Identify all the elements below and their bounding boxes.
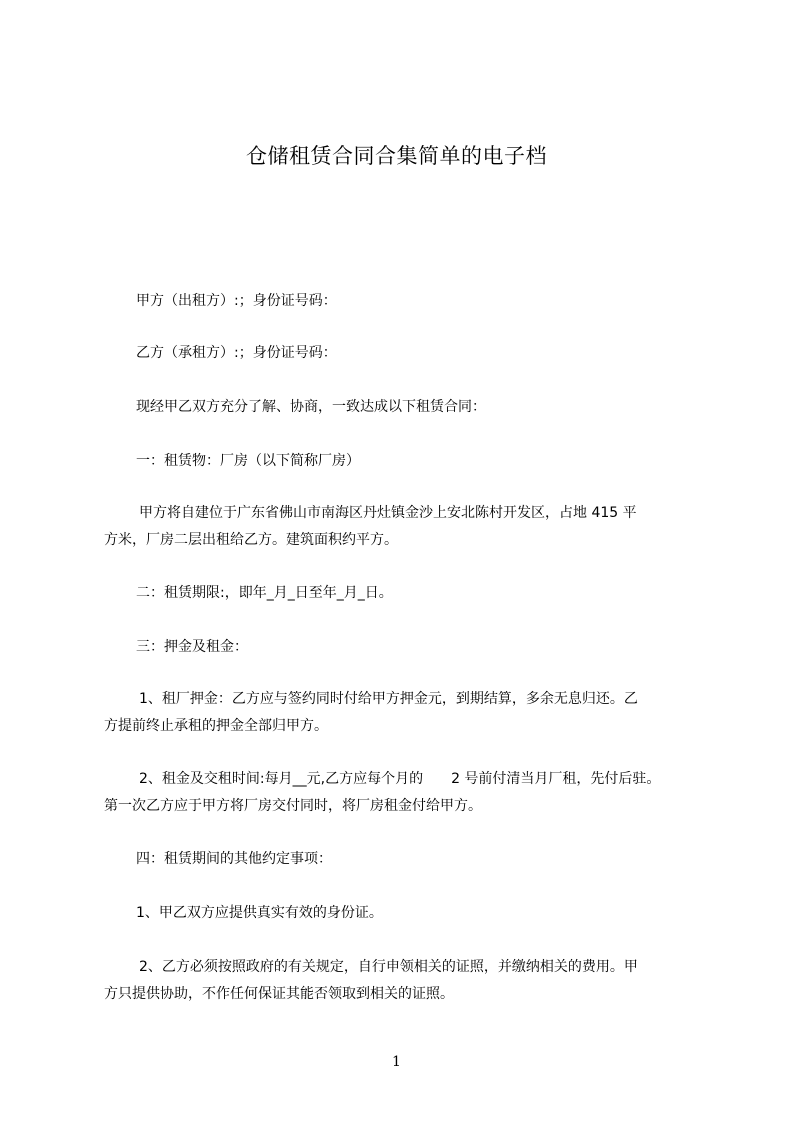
- paragraph-line: 方只提供协助，不作任何保证其能否领取到相关的证照。: [104, 986, 454, 1002]
- paragraph-line: 2、乙方必须按照政府的有关规定，自行申领相关的证照，并缴纳相关的费用。甲: [139, 959, 638, 975]
- page-number: 1: [392, 1054, 401, 1070]
- license-paragraph: [104, 954, 709, 1008]
- property-description-paragraph: [104, 500, 709, 554]
- section-four-heading: [104, 846, 709, 873]
- party-a-paragraph: [104, 288, 709, 315]
- id-requirement-paragraph: [104, 900, 709, 927]
- paragraph-line: 三：押金及租金：: [136, 639, 248, 655]
- paragraph-line: 一：租赁物：厂房（以下简称厂房）: [136, 453, 360, 469]
- paragraph-line: 乙方（承租方）:；身份证号码：: [136, 345, 337, 361]
- paragraph-line: 2、租金及交租时间:每月__元,乙方应每个月的 2 号前付清当月厂租，先付后驻。: [139, 771, 661, 787]
- paragraph-line: 四：租赁期间的其他约定事项：: [136, 851, 332, 867]
- paragraph-line: 甲方（出租方）:；身份证号码：: [136, 293, 337, 309]
- paragraph-line: 现经甲乙双方充分了解、协商，一致达成以下租赁合同：: [136, 399, 486, 415]
- paragraph-line: 第一次乙方应于甲方将厂房交付同时，将厂房租金付给甲方。: [104, 798, 482, 814]
- rent-payment-paragraph: [104, 766, 709, 820]
- deposit-paragraph: [104, 686, 709, 740]
- document-title: 仓储租赁合同合集简单的电子档: [246, 144, 547, 168]
- paragraph-line: 1、甲乙双方应提供真实有效的身份证。: [136, 905, 383, 921]
- paragraph-line: 甲方将自建位于广东省佛山市南海区丹灶镇金沙上安北陈村开发区，占地 415 平: [139, 505, 637, 521]
- section-one-heading: [104, 448, 709, 475]
- section-two-heading: [104, 580, 709, 607]
- paragraph-line: 方米，厂房二层出租给乙方。建筑面积约平方。: [104, 532, 398, 548]
- agreement-intro-paragraph: [104, 394, 709, 421]
- paragraph-line: 方提前终止承租的押金全部归甲方。: [104, 718, 328, 734]
- paragraph-line: 1、租厂押金：乙方应与签约同时付给甲方押金元，到期结算，多余无息归还。乙: [139, 691, 638, 707]
- section-three-heading: [104, 634, 709, 661]
- party-b-paragraph: [104, 340, 709, 367]
- paragraph-line: 二：租赁期限:，即年_月_日至年_月_日。: [136, 585, 393, 601]
